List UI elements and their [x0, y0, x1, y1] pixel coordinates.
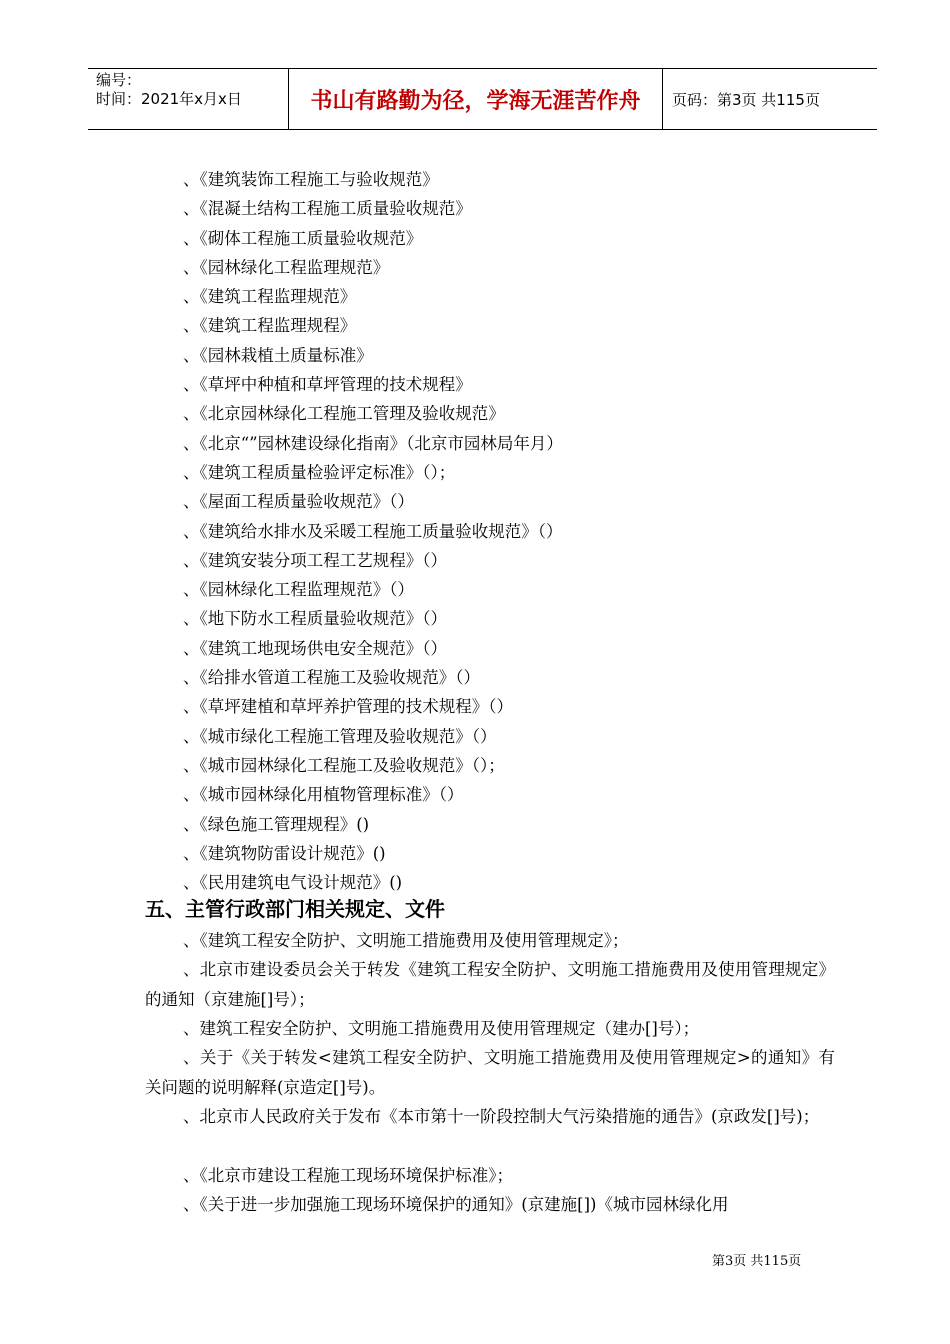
standard-list-item: 、《城市绿化工程施工管理及验收规范》（） — [183, 726, 497, 746]
time-label: 时间：2021年x月x日 — [96, 90, 242, 108]
standard-list-item: 、《北京“”园林建设绿化指南》（北京市园林局年月） — [183, 433, 563, 453]
standard-list-item: 、《屋面工程质量验收规范》（） — [183, 492, 414, 512]
number-label: 编号： — [96, 71, 142, 89]
standard-list-item: 、《砌体工程施工质量验收规范》 — [183, 228, 423, 248]
section-paragraph: 、建筑工程安全防护、文明施工措施费用及使用管理规定（建办[]号）； — [183, 1019, 700, 1038]
standard-list-item: 、《建筑工地现场供电安全规范》（） — [183, 638, 447, 658]
standard-list-item: 、《混凝土结构工程施工质量验收规范》 — [183, 199, 472, 219]
standard-list-item: 、《建筑工程监理规范》 — [183, 287, 357, 307]
header-motto: 书山有路勤为径，学海无涯苦作舟 — [288, 69, 663, 129]
standard-list-item: 、《绿色施工管理规程》() — [183, 814, 370, 834]
standard-list-item: 、《建筑安装分项工程工艺规程》（） — [183, 550, 447, 570]
standard-list-item: 、《建筑工程质量检验评定标准》（）； — [183, 462, 456, 482]
standard-list-item: 、《草坪建植和草坪养护管理的技术规程》（） — [183, 697, 513, 717]
header-meta — [88, 69, 288, 129]
section-paragraph: 、北京市建设委员会关于转发《建筑工程安全防护、文明施工措施费用及使用管理规定》的通知（京建施[]号）； — [145, 960, 835, 1009]
section-title: 五、主管行政部门相关规定、文件 — [145, 897, 445, 921]
section-paragraph: 、《关于进一步加强施工现场环境保护的通知》(京建施[])《城市园林绿化用 — [183, 1195, 729, 1214]
standard-list-item: 、《民用建筑电气设计规范》() — [183, 873, 403, 893]
section-paragraph: 、北京市人民政府关于发布《本市第十一阶段控制大气污染措施的通告》(京政发[]号)； — [183, 1107, 820, 1126]
standard-list-item: 、《建筑工程监理规程》 — [183, 316, 357, 336]
section-paragraph: 、《北京市建设工程施工现场环境保护标准》； — [183, 1166, 513, 1185]
standard-list-item: 、《建筑给水排水及采暖工程施工质量验收规范》（） — [183, 521, 563, 541]
standards-list — [183, 165, 563, 897]
standard-list-item: 、《园林绿化工程监理规范》（） — [183, 580, 414, 600]
standard-list-item: 、《建筑装饰工程施工与验收规范》 — [183, 170, 439, 189]
standard-list-item: 、《地下防水工程质量验收规范》（） — [183, 609, 447, 629]
standard-list-item: 、《城市园林绿化工程施工及验收规范》（）； — [183, 755, 505, 775]
document-header — [88, 68, 877, 130]
standard-list-item: 、《园林栽植土质量标准》 — [183, 345, 373, 365]
standard-list-item: 、《建筑物防雷设计规范》() — [183, 843, 386, 863]
standard-list-item: 、《草坪中种植和草坪管理的技术规程》 — [183, 375, 472, 395]
standard-list-item: 、《北京园林绿化工程施工管理及验收规范》 — [183, 404, 505, 424]
standard-list-item: 、《给排水管道工程施工及验收规范》（） — [183, 668, 480, 688]
header-page-label: 页码：第3页 共115页 — [672, 90, 820, 109]
page-footer: 第3页 共115页 — [712, 1254, 802, 1269]
section-paragraph: 、关于《关于转发<建筑工程安全防护、文明施工措施费用及使用管理规定>的通知》有关问题的说明解释(京造定[]号)。 — [145, 1048, 835, 1097]
section-paragraph: 、《建筑工程安全防护、文明施工措施费用及使用管理规定》； — [183, 931, 629, 950]
standard-list-item: 、《城市园林绿化用植物管理标准》（） — [183, 785, 464, 805]
standard-list-item: 、《园林绿化工程监理规范》 — [183, 257, 390, 277]
